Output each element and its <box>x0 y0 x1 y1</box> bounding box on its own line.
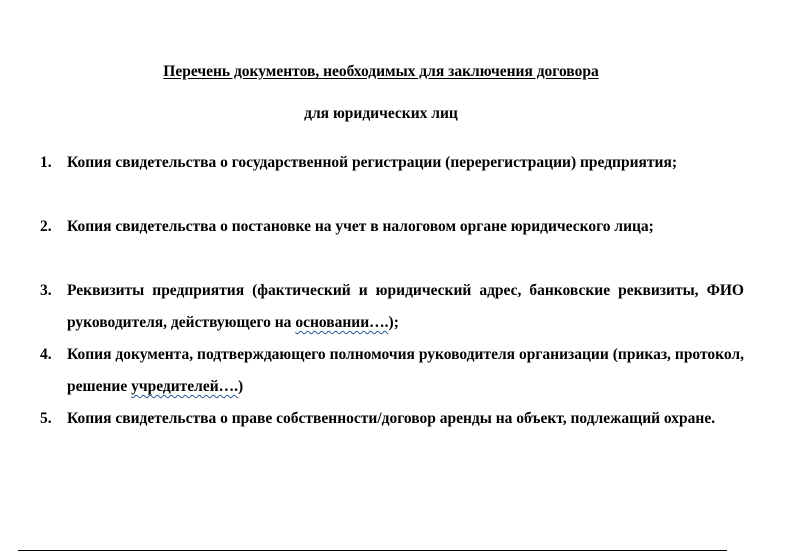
list-item-text: Копия свидетельства о государственной регистрации (перерегистрации) предприятия; <box>67 154 678 171</box>
list-item-3 <box>40 275 744 339</box>
list-item-number: 1. <box>40 154 52 171</box>
list-item-5 <box>40 403 744 467</box>
list-item-text: Копия свидетельства о постановке на учет в налоговом органе юридического лица; <box>67 218 654 235</box>
list-item-number: 4. <box>40 346 52 363</box>
list-item-number: 3. <box>40 282 52 299</box>
list-item-text <box>67 275 744 339</box>
list-item-2 <box>40 211 744 275</box>
list-item-text <box>67 339 744 403</box>
list-item-text: Копия свидетельства о праве собственности/договор аренды на объект, подлежащий охране. <box>67 410 716 427</box>
list-item-text-start: Реквизиты предприятия (фактический и юридический адрес, банковские реквизиты, ФИО руководителя, действующего на <box>67 282 744 331</box>
documents-list <box>40 147 744 467</box>
list-item-1 <box>40 147 744 211</box>
spellcheck-flagged-word[interactable]: основании…. <box>295 314 389 331</box>
list-item-text-end: ) <box>238 378 244 395</box>
spellcheck-flagged-word[interactable]: учредителей…. <box>131 378 239 395</box>
list-item-number: 5. <box>40 410 52 427</box>
page-bottom-divider <box>18 550 727 551</box>
document-subtitle: для юридических лиц <box>304 105 458 122</box>
list-item-text-end: ); <box>388 314 399 331</box>
document-title: Перечень документов, необходимых для заключения договора <box>163 63 599 80</box>
list-item-4 <box>40 339 744 403</box>
list-item-text-start: Копия документа, подтверждающего полномочия руководителя организации (приказ, протокол, решение <box>67 346 744 395</box>
list-item-number: 2. <box>40 218 52 235</box>
